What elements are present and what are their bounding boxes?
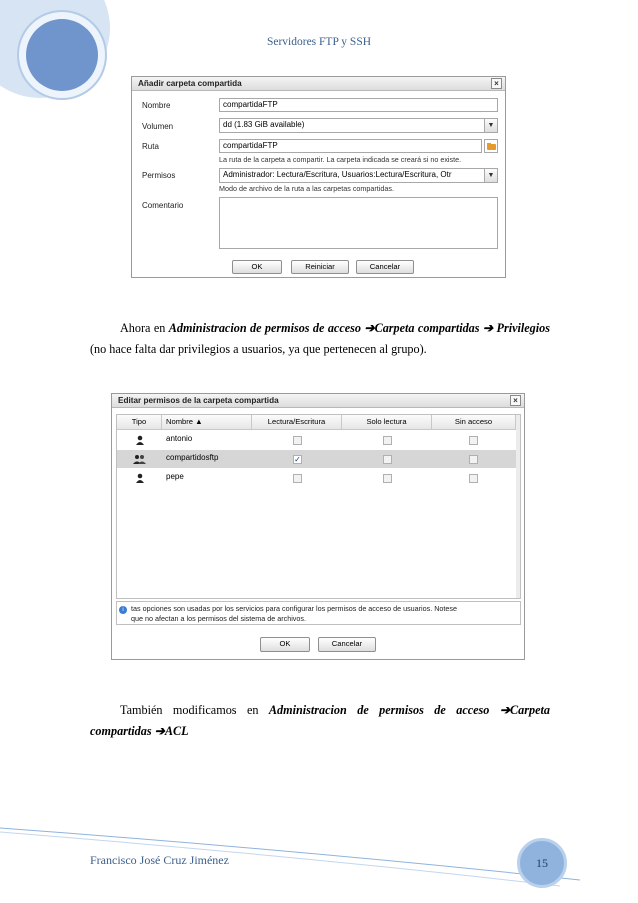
cancel-button[interactable]: Cancelar (318, 637, 376, 652)
column-header-read-only[interactable]: Solo lectura (342, 415, 432, 430)
cancel-button[interactable]: Cancelar (356, 260, 414, 274)
column-header-no-access[interactable]: Sin acceso (432, 415, 516, 430)
chevron-down-icon[interactable]: ▼ (484, 119, 497, 133)
column-header-read-write[interactable]: Lectura/Escritura (252, 415, 342, 430)
read-write-checkbox[interactable] (293, 436, 302, 445)
permisos-value: Administrador: Lectura/Escritura, Usuarios:Lectura/Escritura, Otr (223, 170, 452, 179)
info-note (116, 601, 521, 625)
column-header-nombre[interactable]: Nombre ▲ (162, 415, 252, 430)
permisos-label: Permisos (142, 171, 176, 180)
permissions-table (116, 414, 521, 599)
table-row[interactable] (117, 450, 516, 468)
column-header-tipo[interactable]: Tipo (117, 415, 162, 430)
info-note-line1: tas opciones son usadas por los servicios para configurar los permisos de acceso de usuarios. Notese (131, 604, 458, 613)
reset-button[interactable]: Reiniciar (291, 260, 349, 274)
read-only-checkbox[interactable] (383, 436, 392, 445)
permisos-hint: Modo de archivo de la ruta a las carpetas compartidas. (219, 184, 394, 193)
read-write-checkbox[interactable]: ✓ (294, 455, 301, 464)
close-icon[interactable]: × (510, 395, 521, 406)
close-icon[interactable]: × (491, 78, 502, 89)
para1-bold2: Carpeta compartidas (374, 321, 483, 335)
folder-browse-icon[interactable] (484, 139, 498, 153)
no-access-checkbox[interactable] (469, 436, 478, 445)
comentario-textarea[interactable] (219, 197, 498, 249)
arrow-icon: ➔ (482, 321, 494, 335)
para2-text1: También modificamos en (120, 703, 269, 717)
corner-decoration (0, 0, 150, 150)
dialog-title: Editar permisos de la carpeta compartida (118, 396, 279, 405)
dialog-title: Añadir carpeta compartida (138, 79, 242, 88)
user-name: compartidosftp (166, 453, 219, 462)
para1-text2: (no hace falta dar privilegios a usuarios, ya que pertenecen al grupo). (90, 342, 427, 356)
arrow-icon: ➔ (364, 321, 375, 335)
nombre-input[interactable]: compartidaFTP (219, 98, 498, 112)
table-row[interactable] (117, 469, 516, 487)
user-name: pepe (166, 472, 184, 481)
paragraph-privileges (90, 318, 550, 360)
info-note-line2: que no afectan a los permisos del sistema de archivos. (131, 614, 306, 623)
no-access-checkbox[interactable] (469, 474, 478, 483)
arrow-icon: ➔ (499, 703, 511, 717)
permisos-select[interactable] (219, 168, 498, 183)
chevron-down-icon[interactable]: ▼ (484, 169, 497, 183)
volumen-label: Volumen (142, 122, 174, 131)
ruta-hint: La ruta de la carpeta a compartir. La carpeta indicada se creará si no existe. (219, 155, 462, 164)
table-scrollbar[interactable] (516, 415, 520, 598)
user-icon (135, 435, 145, 445)
ruta-label: Ruta (142, 142, 159, 151)
para1-text1: Ahora en (120, 321, 169, 335)
read-write-checkbox[interactable] (293, 474, 302, 483)
arrow-icon: ➔ (154, 724, 165, 738)
table-row[interactable] (117, 431, 516, 449)
para1-bold1: Administracion de permisos de acceso (168, 321, 365, 335)
edit-permissions-dialog (111, 393, 525, 660)
add-shared-folder-dialog (131, 76, 506, 278)
ruta-input[interactable]: compartidaFTP (219, 139, 482, 153)
comentario-label: Comentario (142, 201, 184, 210)
read-only-checkbox[interactable] (383, 474, 392, 483)
dialog-titlebar (132, 77, 505, 91)
user-name: antonio (166, 434, 193, 443)
no-access-checkbox[interactable] (469, 455, 478, 464)
para2-bold3: ACL (164, 724, 189, 738)
volumen-value: dd (1.83 GiB available) (223, 120, 305, 129)
footer-author: Francisco José Cruz Jiménez (90, 853, 229, 867)
paragraph-acl (90, 700, 550, 742)
group-icon (133, 454, 146, 464)
page-number: 15 (536, 856, 548, 870)
nombre-label: Nombre (142, 101, 171, 110)
page-header-title: Servidores FTP y SSH (266, 36, 372, 48)
ok-button[interactable]: OK (232, 260, 282, 274)
para2-bold2: Carpeta compartidas (90, 703, 550, 738)
info-icon: i (119, 606, 127, 614)
volumen-select[interactable] (219, 118, 498, 133)
para1-bold3: Privilegios (496, 321, 550, 335)
dialog-titlebar (112, 394, 524, 408)
ok-button[interactable]: OK (260, 637, 310, 652)
user-icon (135, 473, 145, 483)
read-only-checkbox[interactable] (383, 455, 392, 464)
para2-bold1: Administracion de permisos de acceso (268, 703, 500, 717)
